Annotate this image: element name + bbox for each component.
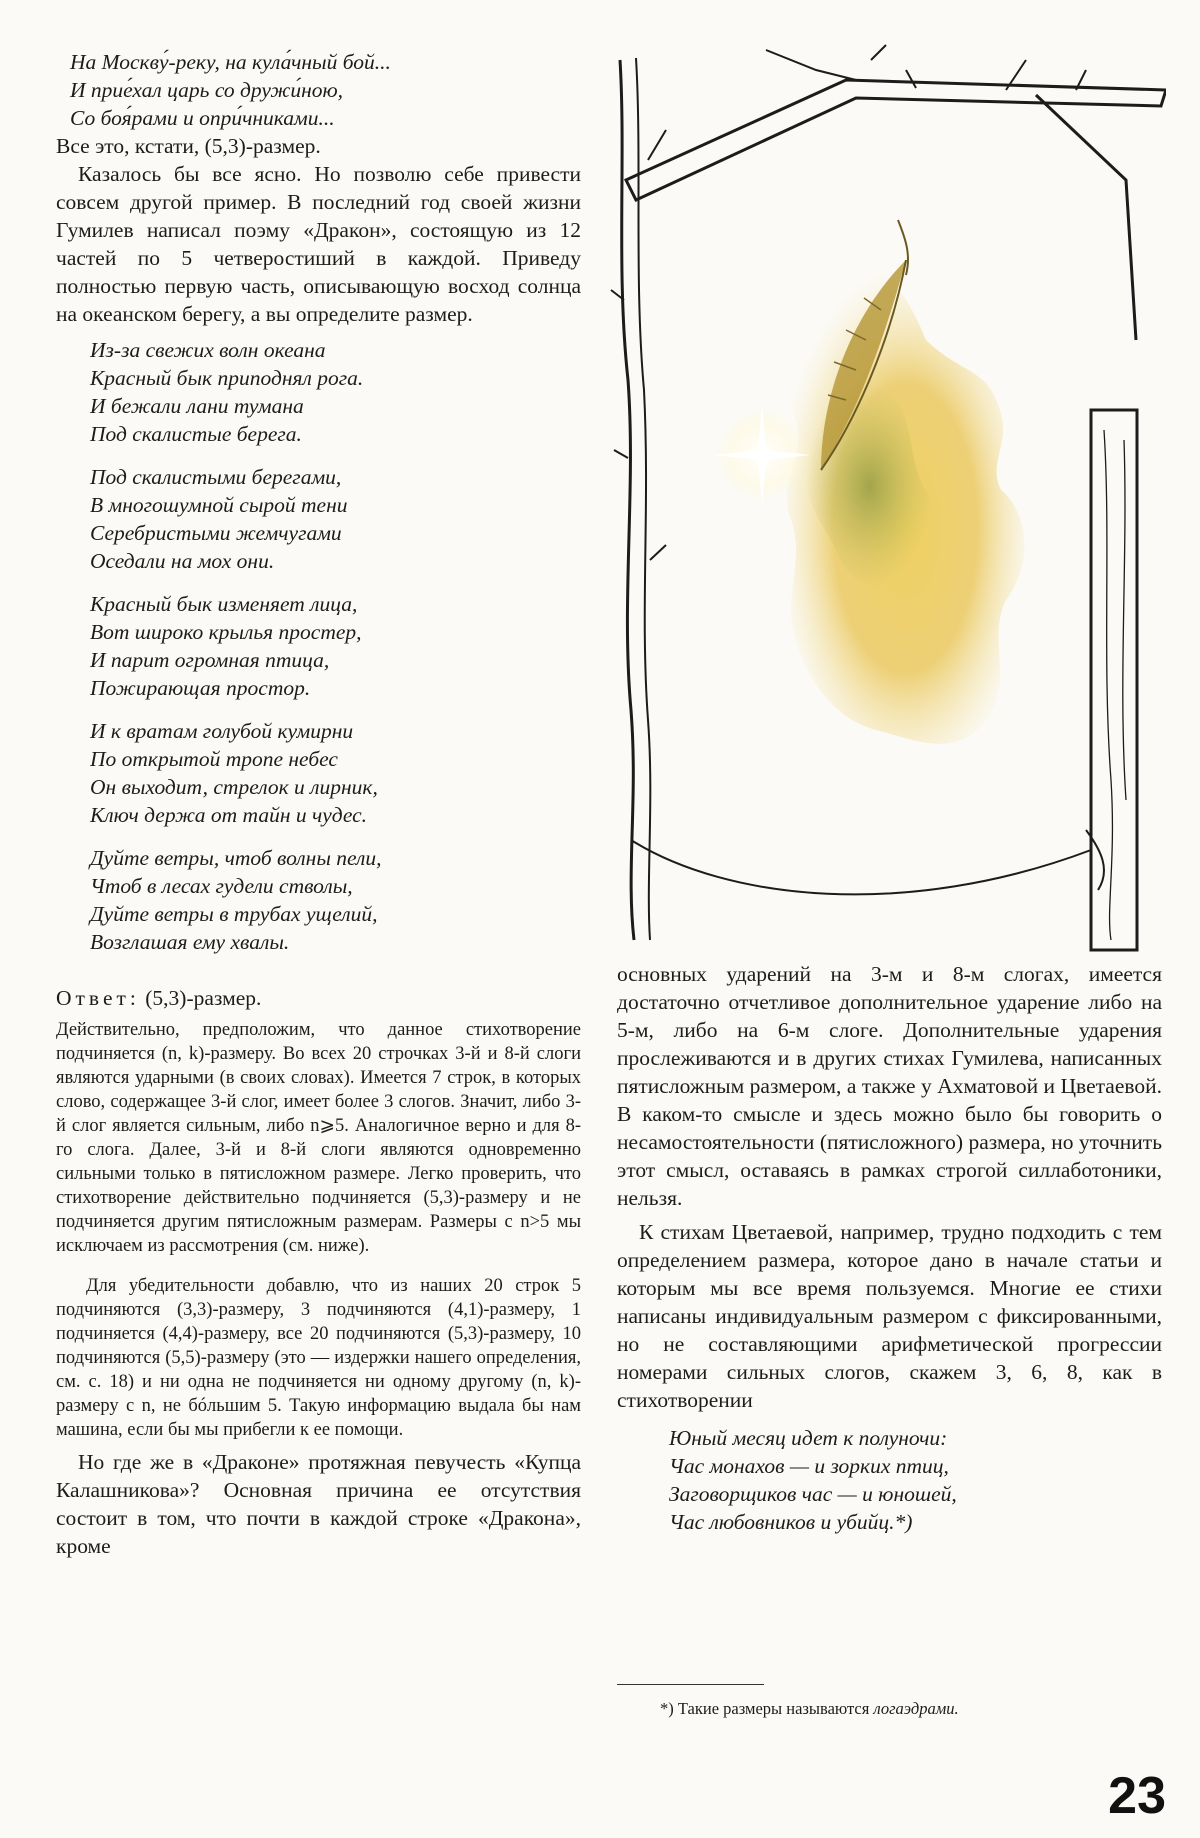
poem-line: И к вратам голубой кумирни <box>90 719 354 743</box>
footnote <box>660 1698 959 1720</box>
poem-line: Оседали на мох они. <box>90 549 275 573</box>
illustration-frame <box>606 40 1166 960</box>
poem-line: Дуйте ветры, чтоб волны пели, <box>90 846 382 870</box>
poem-line: Юный месяц идет к полуночи: <box>669 1426 948 1450</box>
poem-line: Час любовников и убийц.*) <box>669 1510 913 1534</box>
stanza <box>90 590 581 702</box>
poem-line: Пожирающая простор. <box>90 676 311 700</box>
paragraph: основных ударений на 3-м и 8-м слогах, имеется достаточно отчетливое дополнительное ударение либо на 5-м, либо на 6-м слоге. Дополнительные ударения прослеживаются и в других стихах Гумилева, написанных пятисложным размером, а также у Ахматовой и Цветаевой. В каком-то смысле и здесь можно было бы говорить о несамостоятельности (пятисложного) размера, но уточнить этот смысл, оставаясь в рамках строгой силлаботоники, нельзя. <box>617 962 1162 1210</box>
poem-line: Заговорщиков час — и юношей, <box>669 1482 957 1506</box>
poem-line: Дуйте ветры в трубах ущелий, <box>90 902 378 926</box>
poem-line: Чтоб в лесах гудели стволы, <box>90 874 353 898</box>
footnote-marker: *) <box>660 1699 674 1718</box>
poem-line: Возглашая ему хвалы. <box>90 930 290 954</box>
answer-label: Ответ: <box>56 986 140 1010</box>
poem-line: Ключ держа от тайн и чудес. <box>90 803 368 827</box>
gallows-frame-illustration <box>606 40 1166 960</box>
poem-line: В многошумной сырой тени <box>90 493 348 517</box>
poem-line: По открытой тропе небес <box>90 747 338 771</box>
stanza <box>90 844 581 956</box>
stanza <box>90 336 581 448</box>
poem-line: Час монахов — и зорких птиц, <box>669 1454 949 1478</box>
intro-poem <box>56 48 581 132</box>
paragraph: Казалось бы все ясно. Но позволю себе привести совсем другой пример. В последний год своей жизни Гумилев написал поэму «Дракон», состоящую из 12 частей по 5 четверостиший в каждой. Приведу полностью первую часть, описывающую восход солнца на океанском берегу, а вы определите размер. <box>56 162 581 326</box>
poem-line: И бежали лани тумана <box>90 394 304 418</box>
footnote-divider <box>617 1684 764 1685</box>
paragraph: Для убедительности добавлю, что из наших 20 строк 5 подчиняются (3,3)-размеру, 3 подчиняются (4,1)-размеру, 1 подчиняется (4,4)-размеру, все 20 подчиняются (5,3)-размеру, 10 подчиняются (5,5)-размеру (это — издержки нашего определения, см. с. 18) и ни одна не подчиняется ни одному другому (n, k)-размеру с n, не бóльшим 5. Такую информацию выдала бы нам машина, если бы мы прибегли к ее помощи. <box>56 1276 581 1440</box>
stanza <box>90 463 581 575</box>
tsvetaeva-poem <box>617 1424 1162 1536</box>
paragraph: К стихам Цветаевой, например, трудно подходить с тем определением размера, которое дано в начале статьи и которым мы все время пользуемся. Многие ее стихи написаны индивидуальным размером с фиксированными, но не составляющими арифметической прогрессии номерами сильных слогов, скажем 3, 6, 8, как в стихотворении <box>617 1220 1162 1412</box>
poem-line: Красный бык приподнял рога. <box>90 366 364 390</box>
answer <box>56 984 581 1012</box>
poem-line: Он выходит, стрелок и лирник, <box>90 775 378 799</box>
stanza <box>90 717 581 829</box>
poem-line: Серебристыми жемчугами <box>90 521 342 545</box>
right-brace <box>1036 95 1136 340</box>
poem-line: И парит огромная птица, <box>90 648 330 672</box>
poem-line: Под скалистые берега. <box>90 422 302 446</box>
footnote-text: Такие размеры называются <box>677 1699 870 1718</box>
paragraph: Действительно, предположим, что данное стихотворение подчиняется (n, k)-размеру. Во всех 20 строчках 3-й и 8-й слоги являются ударными (в своих словах). Имеется 7 строк, в которых слово, содержащее 3-й слог, имеет более 3 слогов. Значит, либо 3-й слог является сильным, либо n⩾5. Аналогичное верно и для 8-го слога. Далее, 3-й и 8-й слоги являются одновременно сильными только в пятисложном размере. Легко проверить, что стихотворение действительно подчиняется (5,3)-размеру и не подчиняется другим пятисложным размерам. Размеры с n>5 мы исключаем из рассмотрения (см. ниже). <box>56 1020 581 1256</box>
answer-value: (5,3)-размер. <box>145 986 262 1010</box>
intro-poem-line: Со боя́рами и опри́чниками... <box>70 106 335 130</box>
intro-poem-line: И прие́хал царь со дружи́ною, <box>70 78 344 102</box>
paragraph: Все это, кстати, (5,3)-размер. <box>56 134 321 158</box>
poem-line: Под скалистыми берегами, <box>90 465 342 489</box>
poem-line: Вот широко крылья простер, <box>90 620 362 644</box>
rope <box>631 840 1091 894</box>
page-number: 23 <box>1108 1767 1166 1825</box>
footnote-term: логаэдрами. <box>873 1699 959 1718</box>
right-post <box>1091 410 1137 950</box>
right-column <box>617 960 1162 1536</box>
poem-line: Из-за свежих волн океана <box>90 338 326 362</box>
paragraph: Но где же в «Драконе» протяжная певучесть «Купца Калашникова»? Основная причина ее отсутствия состоит в том, что почти в каждой строке «Дракона», кроме <box>56 1450 581 1558</box>
intro-poem-line: На Москву́-реку, на кула́чный бой... <box>70 50 391 74</box>
dragon-poem <box>56 336 581 956</box>
left-column <box>56 48 581 1560</box>
poem-line: Красный бык изменяет лица, <box>90 592 358 616</box>
